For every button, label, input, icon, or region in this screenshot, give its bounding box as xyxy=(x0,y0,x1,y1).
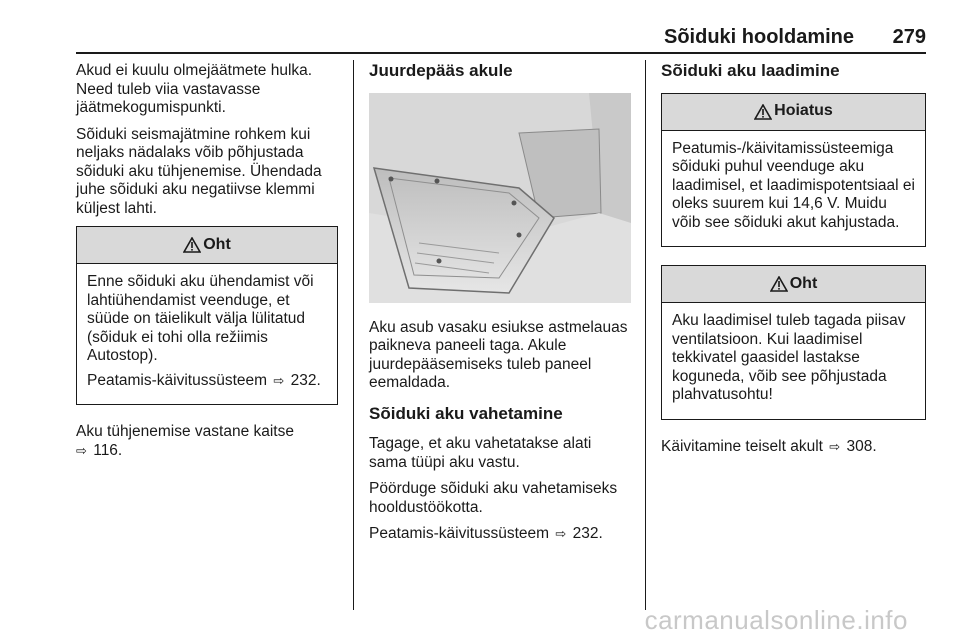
reference-page[interactable]: 232. xyxy=(572,525,603,542)
warning-triangle-icon xyxy=(183,237,201,253)
page-header xyxy=(76,24,926,52)
column-divider xyxy=(645,60,646,610)
section-heading: Sõiduki aku vahetamine xyxy=(369,403,563,423)
paragraph xyxy=(661,438,926,457)
danger-box-text: Aku laadimisel tuleb tagada piisav ventilatsioon. Kui laadimisel tekkivatel gaasidel lastakse koguneda, võib see põhjustada plahvatusohtu! xyxy=(672,312,906,403)
danger-box xyxy=(76,226,338,405)
paragraph: Pöörduge sõiduki aku vahetamiseks hooldustöökotta. xyxy=(369,480,618,516)
page-reference-icon: ⇨ xyxy=(555,526,567,541)
warning-triangle-icon xyxy=(770,276,788,292)
page-reference-icon: ⇨ xyxy=(76,442,87,458)
reference-page[interactable]: 308. xyxy=(846,437,877,455)
column-1 xyxy=(76,62,338,468)
chapter-title: Sõiduki hooldamine xyxy=(663,26,854,48)
reference-text: Käivitamine teiselt akult xyxy=(661,437,823,455)
reference-page[interactable]: 232. xyxy=(290,371,321,389)
danger-box-header xyxy=(662,266,925,303)
danger-box-reference xyxy=(87,372,327,391)
paragraph: Tagage, et aku vahetatakse alati sama tüüpi aku vastu. xyxy=(369,435,592,471)
danger-box-title: Oht xyxy=(789,274,818,292)
danger-box xyxy=(661,265,926,420)
warning-box xyxy=(661,93,926,248)
column-divider xyxy=(353,60,354,610)
figure-caption: Aku asub vasaku esiukse astmelauas paikneva paneeli taga. Akule juurdepääsemiseks tuleb paneel eemaldada. xyxy=(369,318,628,391)
section-heading: Juurdepääs akule xyxy=(369,61,513,80)
warning-box-header xyxy=(662,94,925,131)
watermark: carmanualsonline.info xyxy=(644,605,908,635)
reference-text: Aku tühjenemise vastane kaitse xyxy=(76,423,294,440)
reference-page[interactable]: 116. xyxy=(93,441,123,459)
paragraph: Sõiduki seismajätmine rohkem kui neljaks nädalaks võib põhjustada sõiduki aku tühjenemise. Ühendada juhe sõiduki aku negatiivse klemmi küljest lahti. xyxy=(76,125,322,217)
paragraph xyxy=(76,423,338,460)
battery-access-illustration xyxy=(369,93,631,303)
reference-text: Peatamis-käivitussüsteem xyxy=(87,371,268,389)
reference-text: Peatamis-käivitussüsteem xyxy=(369,525,550,542)
danger-box-header xyxy=(77,227,337,264)
danger-box-text: Enne sõiduki aku ühendamist või lahtiühendamist veenduge, et süüde on täielikult välja lülitatud (sõiduk ei tohi olla režiimis Autostop). xyxy=(87,273,314,364)
warning-box-title: Hoiatus xyxy=(774,102,833,120)
section-heading: Sõiduki aku laadimine xyxy=(661,61,840,80)
column-3 xyxy=(661,62,926,464)
column-2 xyxy=(369,62,631,552)
page-number: 279 xyxy=(892,26,926,48)
door-step-panel-image xyxy=(369,93,631,303)
page-reference-icon: ⇨ xyxy=(829,438,841,454)
page-reference-icon: ⇨ xyxy=(273,372,285,388)
paragraph: Akud ei kuulu olmejäätmete hulka. Need tuleb viia vastavasse jäätmekogumispunkti. xyxy=(76,62,313,116)
warning-box-text: Peatumis-/käivitamissüsteemiga sõiduki puhul veenduge aku laadimisel, et laadimispotentsiaal ei oleks suurem kui 14,6 V. Muidu võib see sõiduki akut kahjustada. xyxy=(672,139,915,231)
paragraph xyxy=(369,525,631,544)
danger-box-title: Oht xyxy=(203,235,231,253)
header-rule xyxy=(76,52,926,54)
warning-triangle-icon xyxy=(754,104,772,120)
